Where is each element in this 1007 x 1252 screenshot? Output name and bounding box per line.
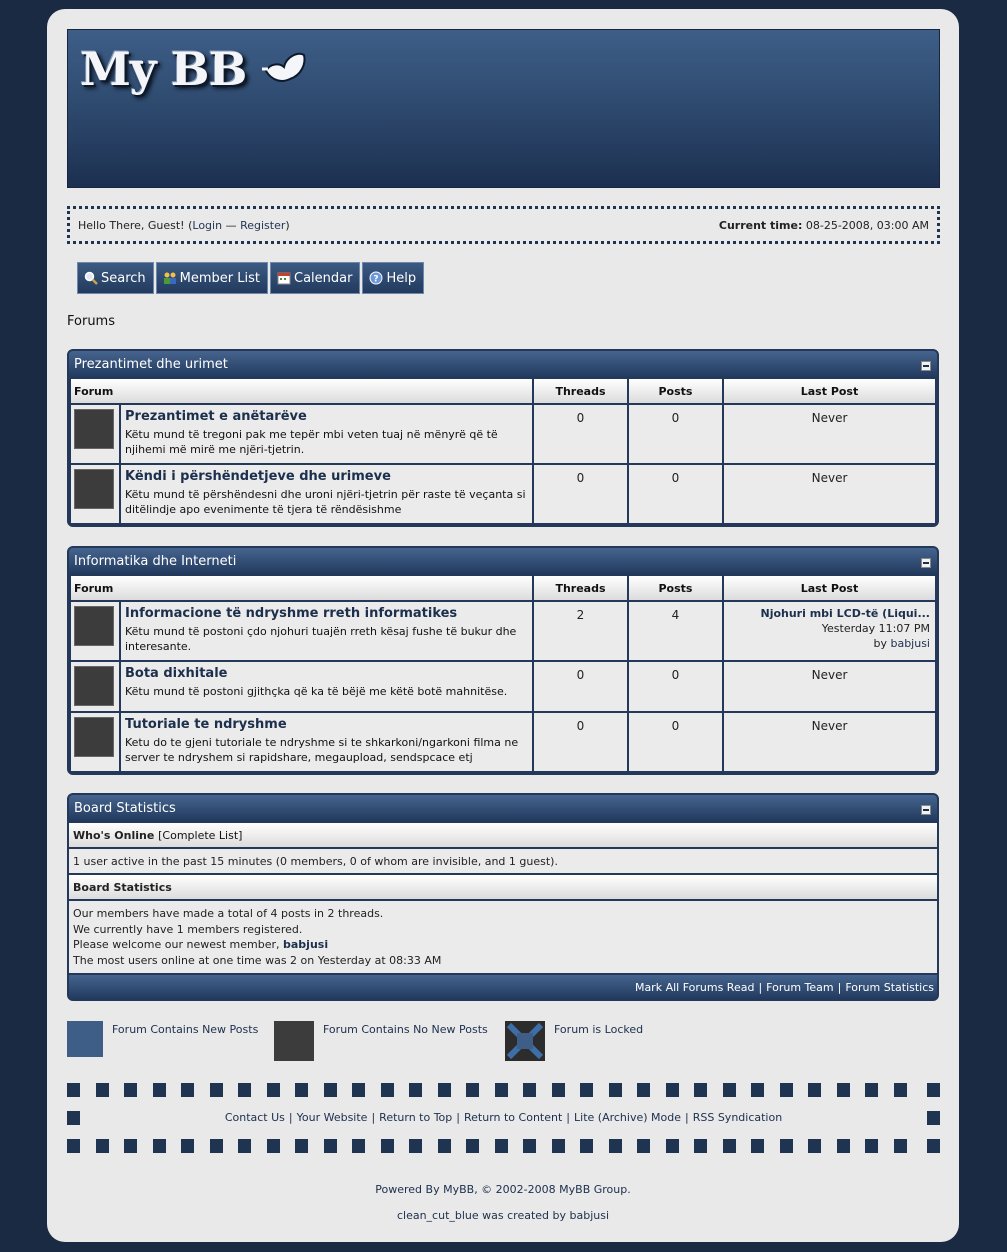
new-posts-icon <box>67 1021 103 1057</box>
newest-member-link[interactable]: babjusi <box>283 938 329 951</box>
forum-title-link[interactable]: Bota dixhitale <box>125 666 228 681</box>
board-stats-heading: Board Statistics <box>69 875 937 899</box>
copyright: Powered By MyBB, © 2002-2008 MyBB Group. <box>375 1183 631 1196</box>
forum-description: Këtu mund të postoni çdo njohuri tuajën rreth kësaj fushe të bukur dhe interesante. <box>125 625 517 653</box>
top-menu <box>77 262 424 294</box>
menu-calendar-button[interactable]: Calendar <box>270 262 360 294</box>
whos-online-heading: Who's Online [Complete List] <box>69 823 937 847</box>
category-header <box>69 351 937 377</box>
svg-text:?: ? <box>373 274 380 285</box>
return-to-content-link[interactable]: Return to Content <box>464 1111 563 1124</box>
forum-threads-count: 0 <box>534 465 627 523</box>
forum-status-cell <box>71 405 119 463</box>
locked-icon <box>505 1021 545 1061</box>
contact-us-link[interactable]: Contact Us <box>224 1111 285 1124</box>
no-new-posts-icon <box>274 1021 314 1061</box>
forum-description: Ketu do te gjeni tutoriale te ndryshme si te shkarkoni/ngarkoni filma ne server te ndryshem si rapidshare, megaupload, sendspcace etj <box>125 736 519 764</box>
logo-bird-icon <box>260 49 308 89</box>
forum-status-cell <box>71 602 119 660</box>
forum-table <box>69 377 937 525</box>
forum-last-post: Never <box>724 465 935 523</box>
search-icon <box>84 271 98 285</box>
mark-all-read-link[interactable]: Mark All Forums Read <box>634 980 755 994</box>
lite-mode-link[interactable]: Lite (Archive) Mode <box>574 1111 681 1124</box>
column-forum: Forum <box>71 576 532 600</box>
current-time-label: Current time: <box>718 218 803 232</box>
forum-threads-count: 0 <box>534 405 627 463</box>
forum-team-link[interactable]: Forum Team <box>766 980 834 994</box>
column-forum: Forum <box>71 379 532 403</box>
welcome-bar <box>67 206 940 244</box>
calendar-icon <box>277 271 291 285</box>
site-logo[interactable] <box>80 42 308 96</box>
category-title[interactable]: Informatika dhe Interneti <box>74 553 237 569</box>
forum-threads-count: 0 <box>534 713 627 771</box>
menu-help-button[interactable]: ? Help <box>362 262 424 294</box>
stats-title: Board Statistics <box>74 800 176 816</box>
no-new-posts-icon <box>74 606 114 646</box>
forum-title-link[interactable]: Tutoriale te ndryshme <box>125 717 287 732</box>
members-icon <box>163 271 177 285</box>
forum-row <box>71 465 935 523</box>
category-prezantimet <box>67 349 939 527</box>
forum-info <box>121 602 532 660</box>
footer-border-bottom <box>67 1139 940 1153</box>
category-header <box>69 548 937 574</box>
legend-no-new-posts: Forum Contains No New Posts <box>274 1021 505 1061</box>
breadcrumb-forums: Forums <box>67 314 115 329</box>
legend-locked: Forum is Locked <box>505 1021 643 1061</box>
rss-link[interactable]: RSS Syndication <box>692 1111 783 1124</box>
stats-footer: Mark All Forums Read | Forum Team | Forum Statistics <box>69 975 937 999</box>
return-to-top-link[interactable]: Return to Top <box>379 1111 453 1124</box>
collapse-icon[interactable] <box>921 558 931 568</box>
collapse-icon[interactable] <box>921 361 931 371</box>
forum-status-cell <box>71 713 119 771</box>
forum-row <box>71 713 935 771</box>
footer-border-top <box>67 1083 940 1097</box>
forum-last-post <box>724 602 935 660</box>
forum-posts-count: 0 <box>629 662 722 711</box>
forum-posts-count: 4 <box>629 602 722 660</box>
forum-row <box>71 662 935 711</box>
online-users-text: 1 user active in the past 15 minutes (0 members, 0 of whom are invisible, and 1 guest). <box>69 849 937 873</box>
last-post-author-link[interactable]: babjusi <box>890 637 930 650</box>
column-last-post: Last Post <box>724 379 935 403</box>
mybb-group-link[interactable]: MyBB Group <box>559 1183 628 1196</box>
theme-credit: clean_cut_blue was created by babjusi <box>396 1209 610 1222</box>
site-header <box>67 29 940 188</box>
menu-search-button[interactable]: Search <box>77 262 154 294</box>
menu-memberlist-button[interactable]: Member List <box>156 262 268 294</box>
column-posts: Posts <box>629 379 722 403</box>
forum-last-post: Never <box>724 405 935 463</box>
forum-last-post: Never <box>724 713 935 771</box>
register-link[interactable]: Register <box>240 218 286 232</box>
forum-last-post: Never <box>724 662 935 711</box>
no-new-posts-icon <box>74 469 114 509</box>
forum-title-link[interactable]: Prezantimet e anëtarëve <box>125 409 307 424</box>
stats-header <box>69 795 937 821</box>
table-header-row <box>71 576 935 600</box>
collapse-icon[interactable] <box>921 805 931 815</box>
mybb-link[interactable]: MyBB <box>443 1183 475 1196</box>
current-time <box>719 219 929 232</box>
forum-statistics-link[interactable]: Forum Statistics <box>845 980 934 994</box>
forum-posts-count: 0 <box>629 713 722 771</box>
column-posts: Posts <box>629 576 722 600</box>
forum-row <box>71 405 935 463</box>
table-header-row <box>71 379 935 403</box>
no-new-posts-icon <box>74 409 114 449</box>
footer-links: Contact Us | Your Website | Return to Top | Return to Content | Lite (Archive) Mode | RSS Syndication <box>224 1111 783 1124</box>
forum-legend <box>67 1021 643 1061</box>
column-threads: Threads <box>534 379 627 403</box>
last-post-time: Yesterday 11:07 PM <box>821 622 930 635</box>
forum-description: Këtu mund të përshëndesni dhe uroni njëri-tjetrin për raste të veçanta si ditëlindje apo evenimente të tjera të rëndësishme <box>125 488 526 516</box>
forum-status-cell <box>71 465 119 523</box>
forum-title-link[interactable]: Informacione të ndryshme rreth informatikes <box>125 606 458 621</box>
logo-text: My BB <box>80 42 247 96</box>
forum-info <box>121 405 532 463</box>
last-post-byline: by babjusi <box>873 637 930 650</box>
column-threads: Threads <box>534 576 627 600</box>
forum-description: Këtu mund të tregoni pak me tepër mbi veten tuaj në mënyrë që të njihemi më mirë me njëri-tjetrin. <box>125 428 498 456</box>
category-title[interactable]: Prezantimet dhe urimet <box>74 356 228 372</box>
forum-threads-count: 2 <box>534 602 627 660</box>
forum-threads-count: 0 <box>534 662 627 711</box>
guest-greeting: Hello There, Guest! (Login — Register) <box>78 218 290 232</box>
column-last-post: Last Post <box>724 576 935 600</box>
forum-info <box>121 465 532 523</box>
forum-description: Këtu mund të postoni gjithçka që ka të bëjë me këtë botë mahnitëse. <box>125 685 508 698</box>
forum-row <box>71 602 935 660</box>
category-informatika <box>67 546 939 775</box>
complete-list-link[interactable]: [Complete List] <box>158 828 243 842</box>
forum-status-cell <box>71 662 119 711</box>
no-new-posts-icon <box>74 666 114 706</box>
no-new-posts-icon <box>74 717 114 757</box>
board-stats-text: Our members have made a total of 4 posts in 2 threads. We currently have 1 members registered. Please welcome our newest member, babjusi The most users online at one time was 2 on Yesterday at 08:33 AM <box>69 901 937 973</box>
forum-posts-count: 0 <box>629 465 722 523</box>
help-icon <box>369 271 383 285</box>
your-website-link[interactable]: Your Website <box>296 1111 368 1124</box>
current-time-value: 08-25-2008, 03:00 AM <box>802 218 929 232</box>
login-link[interactable]: Login <box>192 218 223 232</box>
footer-bar <box>67 1083 940 1155</box>
board-statistics <box>67 793 939 1001</box>
forum-info <box>121 662 532 711</box>
forum-info <box>121 713 532 771</box>
page-container <box>47 9 959 1242</box>
forum-title-link[interactable]: Këndi i përshëndetjeve dhe urimeve <box>125 469 391 484</box>
legend-new-posts: Forum Contains New Posts <box>67 1021 274 1061</box>
forum-table <box>69 574 937 773</box>
forum-posts-count: 0 <box>629 405 722 463</box>
last-post-thread-link[interactable]: Njohuri mbi LCD-të (Liqui... <box>760 607 930 620</box>
